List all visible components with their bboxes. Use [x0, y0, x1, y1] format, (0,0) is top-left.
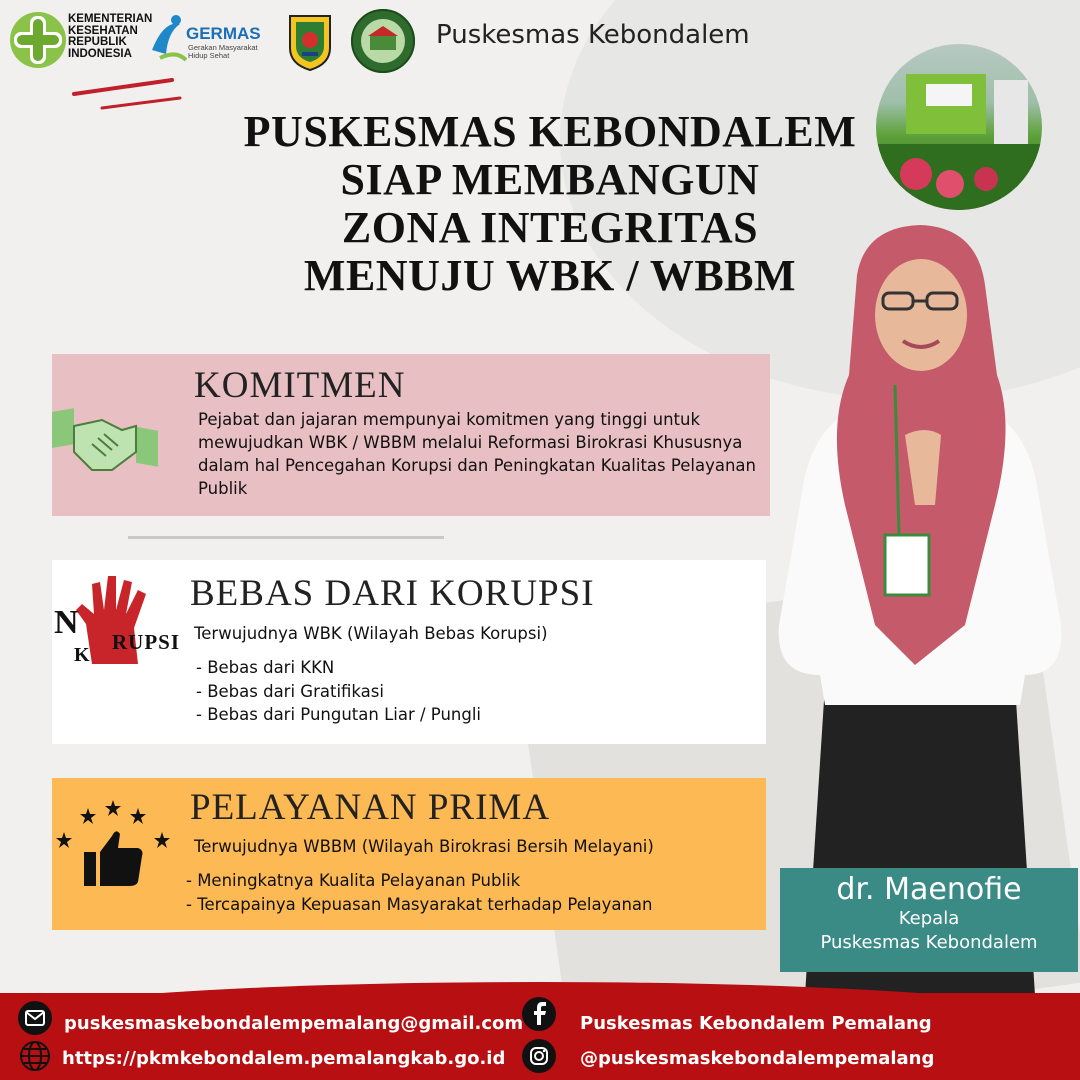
germas-title: GERMAS	[186, 24, 261, 43]
korupsi-bullets	[196, 656, 481, 727]
globe-icon	[18, 1039, 52, 1073]
headline-line-4: MENUJU WBK / WBBM	[303, 251, 797, 300]
person-name: dr. Maenofie	[836, 872, 1022, 907]
thumbs-up-stars-icon	[52, 798, 174, 890]
kemenkes-logo-icon	[8, 10, 68, 70]
section-divider	[128, 536, 444, 539]
prima-bullets	[186, 869, 652, 916]
person-organization: Puskesmas Kebondalem	[820, 932, 1038, 953]
list-item: - Bebas dari Gratifikasi	[196, 681, 384, 701]
footer-instagram[interactable]: @puskesmaskebondalempemalang	[580, 1048, 935, 1069]
headline-line-2: SIAP MEMBANGUN	[340, 155, 760, 204]
komitmen-section	[52, 354, 770, 516]
person-role: Kepala	[898, 908, 960, 929]
komitmen-title: KOMITMEN	[194, 365, 406, 406]
no-label: N	[54, 604, 79, 641]
facebook-icon	[522, 997, 556, 1031]
pelayanan-prima-section	[52, 778, 766, 930]
headline-line-3: ZONA INTEGRITAS	[341, 203, 759, 252]
footer	[0, 993, 1080, 1080]
handshake-icon	[52, 404, 158, 480]
rupsi-label: RUPSI	[112, 630, 181, 654]
email-icon	[18, 1001, 52, 1035]
decorative-red-strokes	[72, 78, 182, 112]
name-card	[780, 868, 1078, 972]
korupsi-title: BEBAS DARI KORUPSI	[190, 573, 595, 614]
list-item: - Bebas dari Pungutan Liar / Pungli	[196, 705, 482, 724]
list-item: - Meningkatnya Kualita Pelayanan Publik	[186, 871, 521, 890]
footer-website[interactable]: https://pkmkebondalem.pemalangkab.go.id	[62, 1048, 506, 1069]
komitmen-body: Pejabat dan jajaran mempunyai komitmen yang tinggi untuk mewujudkan WBK / WBBM melalui Reformasi Birokrasi Khususnya dalam hal Pencegahan Korupsi dan Peningkatan Kualitas Pelayanan Publik	[198, 410, 756, 498]
footer-facebook[interactable]: Puskesmas Kebondalem Pemalang	[580, 1013, 932, 1034]
korupsi-subtitle: Terwujudnya WBK (Wilayah Bebas Korupsi)	[194, 624, 548, 643]
prima-subtitle: Terwujudnya WBBM (Wilayah Birokrasi Bersih Melayani)	[194, 837, 654, 856]
headline-line-1: PUSKESMAS KEBONDALEM	[243, 107, 857, 156]
korupsi-section	[52, 560, 766, 744]
list-item: - Tercapainya Kepuasan Masyarakat terhadap Pelayanan	[186, 894, 653, 914]
instagram-icon	[522, 1039, 556, 1073]
k-label: K	[74, 644, 90, 666]
germas-subtitle: Gerakan Masyarakat Hidup Sehat	[188, 43, 258, 60]
puskesmas-seal-icon	[350, 8, 416, 74]
prima-title: PELAYANAN PRIMA	[190, 787, 551, 828]
no-korupsi-icon	[52, 574, 188, 670]
pemalang-seal-icon	[286, 12, 334, 72]
footer-email[interactable]: puskesmaskebondalempemalang@gmail.com	[64, 1013, 524, 1034]
brand-name: Puskesmas Kebondalem	[436, 20, 750, 50]
list-item: - Bebas dari KKN	[196, 658, 335, 677]
kemenkes-label: KEMENTERIAN KESEHATAN REPUBLIK INDONESIA	[68, 13, 153, 60]
